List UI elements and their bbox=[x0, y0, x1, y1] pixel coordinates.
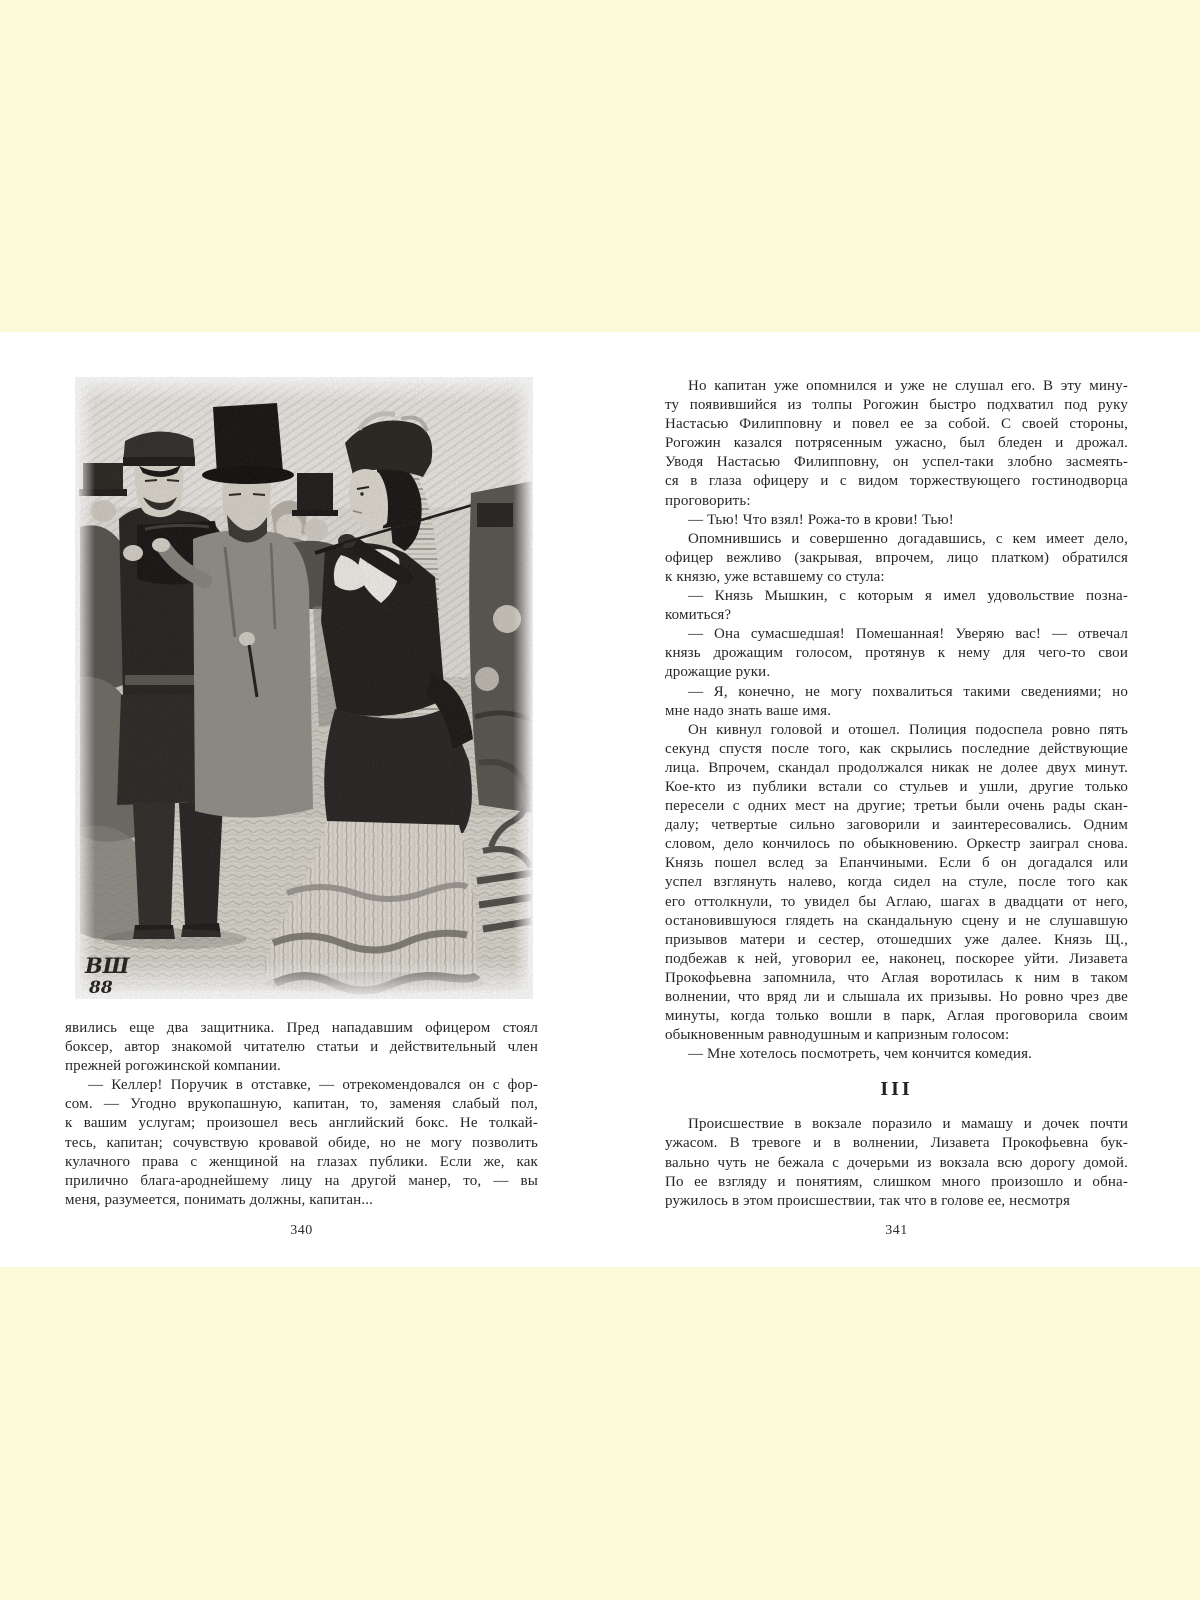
text-line: минуты, когда только вошли в парк, Аглая проговорила своим bbox=[665, 1008, 1128, 1025]
text-line: — Келлер! Поручик в отставке, — отрекомендовался он с фор- bbox=[88, 1077, 538, 1094]
right-page-text-block bbox=[665, 377, 1128, 1211]
paragraph bbox=[665, 377, 1128, 511]
text-line: — Князь Мышкин, с которым я имел удовольствие позна- bbox=[688, 588, 1128, 605]
left-page-number: 340 bbox=[290, 1223, 313, 1238]
text-line: — Она сумасшедшая! Помешанная! Уверяю вас! — отвечал bbox=[688, 626, 1128, 643]
text-line: — Я, конечно, не могу похвалиться такими сведениями; но bbox=[688, 683, 1128, 700]
paragraph bbox=[665, 683, 1128, 721]
paragraph bbox=[665, 530, 1128, 587]
right-page-number: 341 bbox=[885, 1223, 908, 1238]
book-illustration bbox=[75, 377, 533, 999]
text-line: тесь, капитан; сочувствую кровавой обиде, но не могу позволить bbox=[65, 1134, 538, 1151]
text-line: обыкновенным равнодушным и капризным голосом: bbox=[665, 1027, 1010, 1044]
text-line: волнении, что вряд ли и слышала их призывы. Но ровно чрез две bbox=[665, 989, 1128, 1005]
left-page-text-block bbox=[65, 1019, 538, 1210]
text-line: секунд спустя после того, как скрылись последние действующие bbox=[665, 740, 1128, 757]
text-line: проговорить: bbox=[665, 492, 751, 509]
text-line: боксер, автор знакомой читателю статьи и действительный член bbox=[65, 1039, 538, 1056]
text-line: призывов матери и сестер, отошедших уже далее. Князь Щ., bbox=[665, 931, 1128, 948]
text-line: явились еще два защитника. Пред нападавшим офицером стоял bbox=[65, 1020, 538, 1036]
text-line: кулачного права с женщиной на глазах публики. Если же, как bbox=[65, 1153, 538, 1170]
text-line: ту появившийся из толпы Рогожин быстро подхватил под руку bbox=[665, 397, 1128, 414]
text-line: Опомнившись и совершенно догадавшись, с кем имеет дело, bbox=[688, 530, 1128, 547]
text-line: Уводя Настасью Филипповну, он успел-таки злобно засмеять- bbox=[665, 454, 1128, 471]
paragraph bbox=[665, 511, 1128, 530]
text-line: Рогожин казался потрясенным ужасно, был бледен и дрожал. bbox=[665, 435, 1128, 452]
illustration-drawing bbox=[75, 377, 533, 999]
text-line: лица. Впрочем, скандал продолжался никак не долее двух минут. bbox=[665, 759, 1128, 776]
text-line: успел взглянуть налево, когда сидел на стуле, после того как bbox=[665, 874, 1128, 891]
bottom-margin-band bbox=[0, 1267, 1200, 1600]
text-line: — Тью! Что взял! Рожа-то в крови! Тью! bbox=[688, 511, 954, 528]
text-line: прежней рогожинской компании. bbox=[65, 1058, 281, 1075]
text-line: мне надо знать ваше имя. bbox=[665, 702, 832, 719]
text-line: меня, разумеется, понимать должны, капитан... bbox=[65, 1191, 374, 1208]
text-line: остановившуюся глядеть на скандальную сцену и не слушавшую bbox=[665, 912, 1128, 929]
text-line: Но капитан уже опомнился и уже не слушал его. В эту мину- bbox=[688, 378, 1128, 394]
text-line: комиться? bbox=[665, 607, 732, 624]
paragraph bbox=[665, 587, 1128, 625]
text-line: Настасью Филипповну и повел ее за собой. С своей стороны, bbox=[665, 416, 1128, 433]
paragraph bbox=[65, 1019, 538, 1076]
text-line: Прокофьевна запомнила, что Аглая воротилась к ним в таком bbox=[665, 969, 1128, 986]
artist-signature-initials: ВШ bbox=[85, 953, 130, 978]
text-line: Он кивнул головой и отошел. Полиция подоспела ровно пять bbox=[688, 721, 1128, 738]
paragraph bbox=[665, 1115, 1128, 1210]
text-line: ужасом. В тревоге и в волнении, Лизавета Прокофьевна бук- bbox=[665, 1135, 1128, 1152]
text-line: ружилось в этом происшествии, так что в голове ее, несмотря bbox=[665, 1192, 1071, 1209]
text-line: прилично блага-ароднейшему лицу на другой манер, то, — вы bbox=[65, 1172, 538, 1189]
text-line: По ее взгляду и понятиям, слишком много произошло и обна- bbox=[665, 1173, 1128, 1190]
text-line: сом. — Угодно врукопашную, капитан, то, заменяя слабый пол, bbox=[65, 1096, 538, 1113]
text-line: Кое-кто из публики встали со стульев и ушли, другие только bbox=[665, 778, 1128, 795]
artist-signature-year: 88 bbox=[89, 978, 113, 998]
text-line: дрожащие руки. bbox=[665, 664, 771, 681]
text-line: к вашим услугам; произошел весь английский бокс. Не толкай- bbox=[65, 1115, 538, 1132]
right-page-text-before-heading bbox=[665, 377, 1128, 1064]
text-line: князь дрожащим голосом, протянув к нему для чего-то свои bbox=[665, 645, 1128, 662]
chapter-heading: III bbox=[880, 1078, 913, 1101]
text-line: Происшествие в вокзале поразило и мамашу и дочек почти bbox=[688, 1116, 1128, 1133]
top-margin-band bbox=[0, 0, 1200, 332]
text-line: офицер вежливо (закрывая, впрочем, лицо платком) обратился bbox=[665, 549, 1128, 566]
right-page-text-after-heading bbox=[665, 1115, 1128, 1210]
paragraph bbox=[65, 1076, 538, 1210]
text-line: — Мне хотелось посмотреть, чем кончится комедия. bbox=[688, 1046, 1033, 1063]
text-line: его оттолкнули, то увидел бы Аглаю, шагах в двадцати от него, bbox=[665, 893, 1128, 910]
charcoal-grain-overlay bbox=[75, 377, 533, 999]
text-line: пересели с одних мест на другие; третьи были очень рады скан- bbox=[665, 798, 1128, 815]
text-line: Князь пошел вслед за Епанчиными. Если б он догадался или bbox=[665, 855, 1128, 872]
text-line: далу; четвертые сильно заговорили и заинтересовались. Одним bbox=[665, 817, 1128, 834]
paragraph bbox=[665, 1045, 1128, 1064]
paragraph bbox=[665, 721, 1128, 1046]
text-line: вально чуть не бежала с дочерьми из вокзала всю дорогу домой. bbox=[665, 1154, 1128, 1171]
text-line: подбежав к ней, уговорил ее, наконец, поскорее уйти. Лизавета bbox=[665, 950, 1128, 967]
text-line: ся в глаза офицеру и с видом торжествующего гостинодворца bbox=[665, 473, 1128, 490]
paragraph bbox=[665, 625, 1128, 682]
text-line: к князю, уже вставшему со стула: bbox=[665, 568, 885, 585]
text-line: словом, дело кончилось по обыкновению. Оркестр заиграл снова. bbox=[665, 836, 1128, 853]
